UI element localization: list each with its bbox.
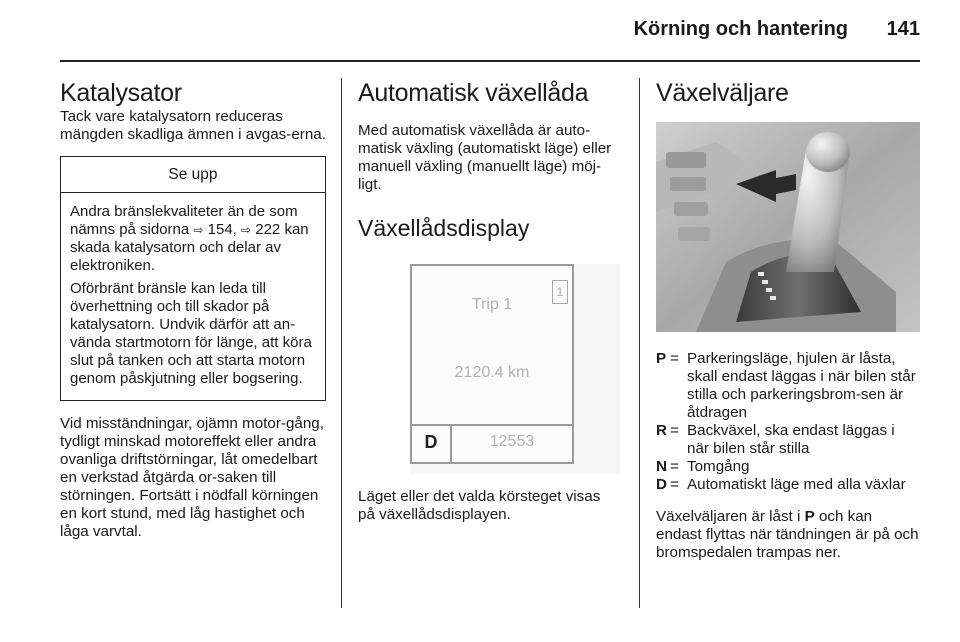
chapter-title: Körning och hantering (633, 18, 848, 40)
catalyst-intro: Tack vare katalysatorn reduceras mängden skadliga ämnen i avgas-erna. (60, 108, 326, 143)
catalyst-after-text: Vid misständningar, ojämn motor-gång, tydligt minskad motoreffekt eller andra ovanliga driftstörningar, låt omedelbart en verkstad åtgärda or-saken till störningen. Fortsätt i nödfall körningen en kort stund, med låg hastighet och låga varvtal. (60, 415, 324, 540)
header-rule (60, 60, 920, 62)
page-ref-154[interactable]: 154 (207, 221, 233, 238)
display-separator (412, 424, 572, 426)
heading-catalyst: Katalysator (60, 79, 182, 107)
list-item: P = Parkeringsläge, hjulen är låsta, skall endast läggas i när bilen står stilla och parkeringsbrom-sen är åtdragen (656, 350, 916, 421)
arrow-right-icon: ⇨ (193, 223, 204, 237)
display-trip-label: Trip 1 (471, 296, 513, 313)
arrow-right-icon: ⇨ (241, 223, 252, 237)
page-number: 141 (886, 18, 920, 40)
display-distance: 2120.4 km (454, 364, 530, 381)
display-caption: Läget eller det valda körsteget visas på växellådsdisplayen. (358, 488, 601, 523)
selector-lock-note: Växelväljaren är låst i P och kan endast flyttas när tändningen är på och bromspedalen trampas ner. (656, 508, 919, 561)
gearbox-display-illustration (410, 264, 620, 474)
caution-paragraph-1: Andra bränslekvaliteter än de som nämns på sidorna ⇨ 154, ⇨ 222 kan skada katalysatorn och delar av elektroniken. (70, 203, 309, 274)
display-odometer: 12553 (489, 433, 535, 450)
caution-paragraph-2: Oförbränt bränsle kan leda till överhettning och till skador på katalysatorn. Undvik därför att an-vända startmotorn för länge, att köra slut på tanken och att starta motorn genom påskjutning eller bogsering. (70, 280, 312, 387)
column-gear-selector (656, 78, 920, 562)
list-item: R = Backväxel, ska endast läggas i när bilen står stilla (656, 422, 895, 457)
gearbox-intro: Med automatisk växellåda är auto-matisk växling (automatiskt läge) eller manuell växling (manuellt läge) möj-ligt. (358, 122, 612, 193)
column-automatic-gearbox (358, 78, 620, 524)
caution-title: Se upp (61, 157, 325, 193)
caution-body (61, 193, 325, 400)
column-divider-2 (639, 78, 640, 608)
column-divider-1 (341, 78, 342, 608)
page-ref-222[interactable]: 222 (255, 221, 281, 238)
gear-selector-photo (656, 122, 920, 332)
list-item: N = Tomgång (656, 458, 750, 475)
column-catalyst (60, 78, 326, 541)
heading-gearbox-display: Växellådsdisplay (358, 215, 530, 241)
list-item: D = Automatiskt läge med alla växlar (656, 476, 906, 493)
heading-automatic-gearbox: Automatisk växellåda (358, 79, 589, 107)
display-gear-indicator: D (424, 432, 438, 452)
gear-positions-list (656, 350, 920, 494)
display-page-badge: 1 (552, 280, 568, 304)
caution-box (60, 156, 326, 401)
display-frame (410, 264, 574, 464)
heading-gear-selector: Växelväljare (656, 79, 789, 107)
